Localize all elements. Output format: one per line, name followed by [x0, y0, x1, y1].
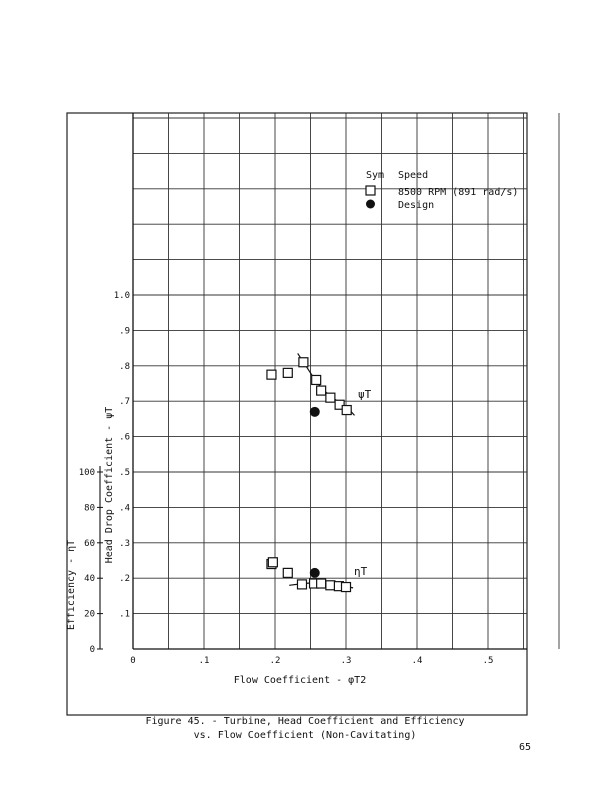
head-tick-label: .3: [119, 538, 130, 549]
figure-caption-line-1: Figure 45. - Turbine, Head Coefficient and Efficiency: [145, 716, 465, 727]
data-point-square: [283, 368, 292, 377]
legend-entry-speed: 8500 RPM (891 rad/s): [398, 187, 519, 198]
data-point-square: [326, 581, 335, 590]
data-point-square: [326, 393, 335, 402]
page-number: 65: [519, 742, 532, 753]
legend-header-speed: Speed: [398, 170, 429, 181]
x-tick-label: .5: [482, 656, 494, 666]
x-axis-title: Flow Coefficient - φT2: [233, 675, 367, 686]
legend-square-marker: [366, 186, 375, 195]
x-tick-label: .3: [340, 656, 352, 666]
efficiency-tick-label: 80: [84, 503, 95, 514]
x-tick-label: .4: [411, 656, 423, 666]
data-point-square: [297, 580, 306, 589]
head-tick-label: .9: [119, 326, 130, 337]
head-curve-label: ψT: [358, 388, 372, 402]
data-point-square: [268, 558, 277, 567]
efficiency-tick-label: 0: [89, 645, 95, 655]
efficiency-tick-label: 100: [78, 468, 95, 478]
head-tick-label: .8: [119, 361, 130, 372]
data-point-square: [267, 370, 276, 379]
axis-labels-layer: [66, 388, 372, 686]
head-tick-label: .4: [119, 503, 130, 514]
figure-caption-line-2: vs. Flow Coefficient (Non-Cavitating): [193, 730, 417, 741]
head-tick-label: .1: [119, 609, 130, 620]
data-point-square: [342, 406, 351, 415]
head-tick-label: .7: [119, 397, 130, 408]
data-point-design: [310, 407, 320, 417]
legend: [366, 170, 518, 211]
legend-design-marker: [366, 200, 375, 209]
efficiency-tick-label: 20: [84, 609, 95, 620]
efficiency-curve-label: ηT: [354, 564, 368, 578]
x-tick-label: .2: [269, 656, 281, 666]
head-tick-label: .6: [119, 432, 130, 443]
data-points-layer: [267, 358, 351, 592]
x-tick-label: 0: [130, 656, 136, 666]
data-point-square: [317, 386, 326, 395]
head-tick-label: .2: [119, 574, 130, 585]
data-point-design: [310, 568, 320, 578]
efficiency-tick-label: 40: [84, 574, 95, 585]
efficiency-tick-label: 60: [84, 538, 95, 549]
legend-entry-design: Design: [398, 200, 435, 211]
legend-header-sym: Sym: [366, 170, 385, 181]
data-point-square: [312, 375, 321, 384]
x-tick-label: .1: [198, 656, 210, 666]
head-tick-label: .5: [119, 468, 130, 478]
efficiency-axis-title: Efficiency - ηT: [66, 539, 77, 631]
ticks-layer: [79, 291, 494, 666]
data-point-square: [317, 579, 326, 588]
data-point-square: [299, 358, 308, 367]
data-point-square: [283, 568, 292, 577]
plot-frame: [67, 113, 527, 715]
data-point-square: [342, 583, 351, 592]
head-axis-title: Head Drop Coefficient - ψT: [104, 406, 115, 564]
head-tick-label: 1.0: [113, 291, 130, 301]
